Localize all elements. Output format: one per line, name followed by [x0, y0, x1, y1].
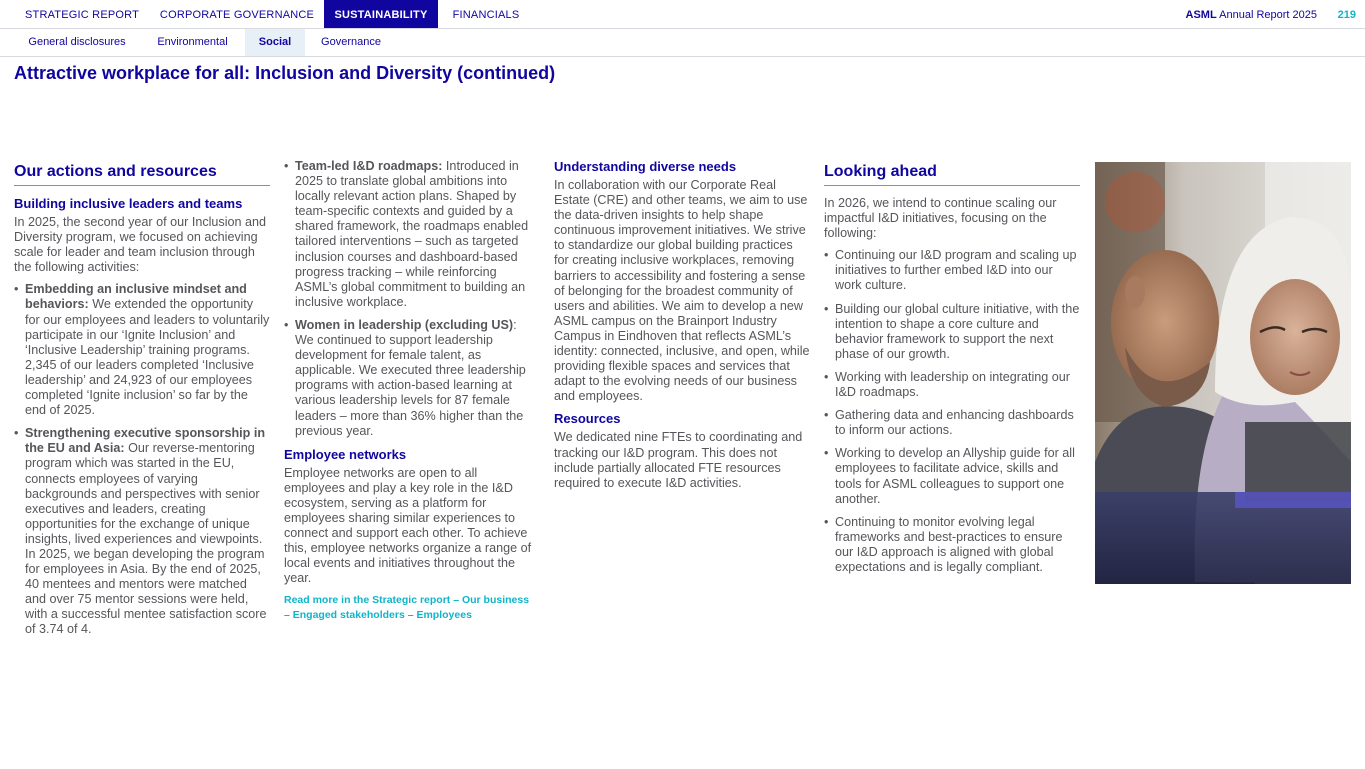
diverse-needs-paragraph: In collaboration with our Corporate Real Estate (CRE) and other teams, we aim to use the data-driven insights to help shape continuous improvement initiatives. We strive to standardize our global building practices for creating inclusive workplaces, removing barriers to accessibility and fostering a sense of belonging for the broadest community of users and abilities. We aim to develop a new ASML campus on the Brainport Industry Campus in Eindhoven that reflects ASML’s identity: connected, inclusive, and open, while providing flexible spaces and services that adapt to the evolving needs of our business and employees. — [554, 178, 810, 404]
resources-paragraph: We dedicated nine FTEs to coordinating and tracking our I&D program. This does not include partially allocated FTE resources required to execute I&D activities. — [554, 430, 803, 490]
bullet-bold: Women in leadership (excluding US) — [295, 317, 514, 332]
activities-list — [14, 282, 270, 637]
top-navigation — [0, 0, 1365, 29]
page-title: Attractive workplace for all: Inclusion and Diversity (continued) — [14, 63, 556, 83]
section-heading-actions: Our actions and resources — [14, 160, 270, 186]
subheading-diverse-needs: Understanding diverse needs — [554, 159, 737, 174]
column-actions-resources — [14, 160, 270, 646]
tab-corporate-governance[interactable]: CORPORATE GOVERNANCE — [159, 9, 315, 21]
tab-financials[interactable]: FINANCIALS — [452, 9, 520, 21]
bullet-text: Introduced in 2025 to translate global ambitions into locally relevant action plans. Shaped by team-specific contexts and guided by a shared framework, the roadmaps enabled tailored interventions – such as targeted inclusion courses and dashboard-based progress tracking – while reinforcing ASML’s global commitment to building an inclusive workplace. — [295, 159, 529, 309]
page-number: 219 — [1337, 9, 1356, 21]
column-diverse-needs — [554, 159, 810, 498]
bullet-bold: Embedding an inclusive mindset and behaviors: — [25, 282, 247, 312]
read-more-link[interactable]: Read more in the Strategic report – Our business – Engaged stakeholders – Employees — [284, 594, 530, 622]
bullet-text: We extended the opportunity for our employees and leaders to voluntarily participate in our ‘Ignite Inclusion’ and ‘Inclusive Leadership’ training programs. 2,345 of our leaders completed ‘Inclusive leadership’ and 24,923 of our employees completed ‘Ignite inclusion’ so far by the end of 2025. — [25, 297, 270, 418]
list-item — [14, 282, 270, 418]
looking-ahead-list — [824, 248, 1080, 575]
list-item — [14, 426, 270, 637]
report-title-text: Annual Report 2025 — [1219, 9, 1317, 21]
report-title — [1186, 0, 1317, 28]
roadmaps-list — [284, 159, 536, 439]
section-heading-looking-ahead: Looking ahead — [824, 160, 1080, 186]
looking-ahead-intro: In 2026, we intend to continue scaling our impactful I&D initiatives, focusing on the following: — [824, 196, 1057, 241]
list-item: • Building our global culture initiative, with the intention to shape a core culture and behavior framework to support the next phase of our growth. — [824, 302, 1080, 362]
list-item: • Continuing to monitor evolving legal frameworks and best-practices to ensure our I&D approach is aligned with global expectations and is legally compliant. — [824, 515, 1080, 575]
list-item — [284, 159, 536, 310]
subheading-inclusive-leaders: Building inclusive leaders and teams — [14, 196, 243, 211]
subheading-resources: Resources — [554, 411, 621, 427]
sub-navigation — [0, 29, 1365, 57]
subheading-employee-networks: Employee networks — [284, 446, 407, 462]
report-brand: ASML — [1185, 9, 1217, 21]
subtab-governance[interactable]: Governance — [321, 36, 381, 48]
employees-photo — [1095, 162, 1351, 584]
list-item — [284, 318, 536, 439]
tab-strategic-report[interactable]: STRATEGIC REPORT — [24, 9, 140, 21]
bullet-text: : We continued to support leadership development for female talent, as applicable. We executed three leadership programs with action-based learning at various leadership levels for 87 female leaders – more than 36% higher than the previous year. — [295, 317, 526, 438]
bullet-bold: Strengthening executive sponsorship in the EU and Asia: — [25, 426, 266, 456]
column-looking-ahead — [824, 160, 1080, 583]
list-item: • Gathering data and enhancing dashboards to inform our actions. — [824, 408, 1080, 438]
intro-paragraph: In 2025, the second year of our Inclusion and Diversity program, we focused on achieving scale for leader and team inclusion through the following activities: — [14, 215, 267, 275]
subtab-social[interactable]: Social — [245, 29, 305, 56]
tab-sustainability[interactable]: SUSTAINABILITY — [324, 0, 438, 28]
bullet-text: Our reverse-mentoring program which was started in the EU, connects employees of varying backgrounds and perspectives with senior executives and leaders, creating opportunities for the exchange of unique insights, lived experiences and viewpoints. In 2025, we began developing the program for employees in Asia. By the end of 2025, 40 mentees and mentors were matched and over 75 mentor sessions were held, with a successful mentee satisfaction score of 3.74 of 4. — [25, 441, 267, 637]
bullet-bold: Team-led I&D roadmaps: — [295, 159, 443, 173]
list-item: • Working with leadership on integrating our I&D roadmaps. — [824, 370, 1080, 400]
list-item: • Continuing our I&D program and scaling up initiatives to further embed I&D into our work culture. — [824, 248, 1080, 293]
networks-paragraph: Employee networks are open to all employees and play a key role in the I&D ecosystem, serving as a platform for employees sharing similar experiences to connect and support each other. To achieve this, employee networks organize a range of local events and initiatives throughout the year. — [284, 465, 532, 586]
list-item: • Working to develop an Allyship guide for all employees to facilitate advice, skills and tools for ASML colleagues to support one another. — [824, 446, 1080, 506]
subtab-environmental[interactable]: Environmental — [157, 36, 228, 48]
subtab-general-disclosures[interactable]: General disclosures — [28, 36, 126, 48]
employees-photo-illustration — [1095, 162, 1351, 584]
column-roadmaps-networks — [284, 159, 536, 623]
